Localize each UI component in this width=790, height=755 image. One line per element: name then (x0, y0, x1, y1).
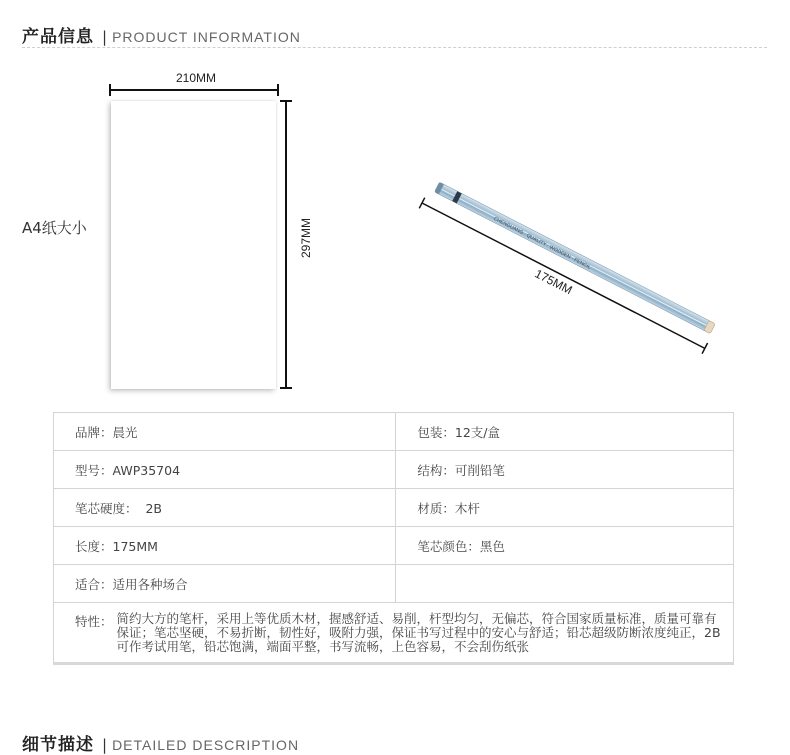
spec-usage: 适合：适用各种场合 (54, 565, 396, 603)
spec-empty-cell (396, 565, 734, 603)
width-dimension-cap-right (277, 84, 279, 96)
a4-paper-sheet (111, 101, 276, 389)
spec-model: 型号：AWP35704 (54, 451, 396, 489)
section-title-en: DETAILED DESCRIPTION (112, 737, 300, 753)
pencil-length-label: 175MM (532, 266, 575, 298)
spec-brand: 品牌：晨光 (54, 413, 396, 451)
table-row (54, 565, 734, 603)
feature-label: 特性： (75, 614, 113, 629)
paper-height-label: 297MM (299, 217, 313, 259)
section-header-detail (22, 730, 299, 755)
width-dimension-cap-left (109, 84, 111, 96)
a4-size-label: A4纸大小 (22, 219, 87, 237)
spec-structure: 结构：可削铅笔 (396, 451, 734, 489)
section-title-en: PRODUCT INFORMATION (112, 29, 301, 45)
pencil-print: CHENGUANG · QUALITY · WOODEN · PENCIL (492, 215, 592, 271)
table-row (54, 413, 734, 451)
title-separator: | (102, 28, 108, 46)
spec-length: 长度：175MM (54, 527, 396, 565)
table-row (54, 489, 734, 527)
pencil-dimension-line (414, 198, 707, 364)
spec-package: 包装：12支/盒 (396, 413, 734, 451)
paper-width-label: 210MM (176, 71, 217, 85)
feature-text: 简约大方的笔杆，采用上等优质木材，握感舒适、易削，杆型均匀，无偏芯，符合国家质量标准，质量可靠有保证；笔芯坚硬，不易折断，韧性好，吸附力强，保证书写过程中的安心与舒适；铅芯超级防断浓度纯正，2B可作考试用笔，铅芯饱满，端面平整，书写流畅，上色容易，不会刮伤纸张 (116, 611, 721, 654)
height-dimension-cap-bottom (280, 387, 292, 389)
height-dimension-cap-top (280, 100, 292, 102)
spec-features (54, 603, 734, 664)
table-row (54, 527, 734, 565)
width-dimension-line (110, 89, 278, 91)
section-title-cn: 细节描述 (22, 735, 94, 755)
spec-table (53, 412, 734, 665)
pencil-illustration (400, 160, 760, 370)
title-separator: | (102, 736, 108, 754)
spec-hardness: 笔芯硬度： 2B (54, 489, 396, 527)
spec-core-color: 笔芯颜色：黑色 (396, 527, 734, 565)
pencil-body (434, 182, 715, 333)
spec-material: 材质：木杆 (396, 489, 734, 527)
section-title-cn: 产品信息 (22, 27, 94, 47)
table-row-features (54, 603, 734, 664)
pencil-svg (400, 160, 760, 370)
section-header-product-info (22, 22, 301, 47)
height-dimension-line (285, 101, 287, 388)
table-row (54, 451, 734, 489)
header-divider (22, 47, 767, 48)
